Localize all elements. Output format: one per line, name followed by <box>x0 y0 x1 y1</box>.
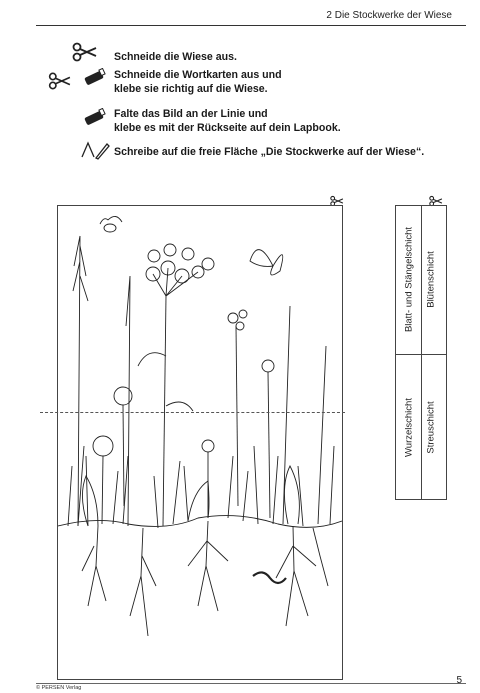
word-card-blatt-stängelschicht: Blatt- und Stängelschicht <box>403 226 415 333</box>
chapter-title: 2 Die Stockwerke der Wiese <box>326 10 452 21</box>
pencil-icon <box>80 140 110 160</box>
publisher: © PERSEN Verlag <box>36 685 82 691</box>
glue-stick-icon <box>82 68 108 88</box>
instruction-1: Schneide die Wiese aus. <box>114 51 237 63</box>
fold-line <box>40 412 345 413</box>
instruction-4: Schreibe auf die freie Fläche „Die Stockwerke auf der Wiese“. <box>114 146 425 158</box>
scissors-icon <box>48 72 72 90</box>
instruction-3-line-2: klebe es mit der Rückseite auf dein Lapbook. <box>114 122 341 134</box>
meadow-cutout <box>57 205 343 680</box>
page-number: 5 <box>456 675 462 686</box>
instruction-2-line-2: klebe sie richtig auf die Wiese. <box>114 83 268 95</box>
word-card-blütenschicht: Blütenschicht <box>425 251 437 308</box>
meadow-illustration <box>58 206 342 679</box>
card-divider-horizontal <box>396 354 446 355</box>
instruction-3-line-1: Falte das Bild an der Linie und <box>114 108 268 120</box>
scissors-icon <box>72 42 98 62</box>
glue-stick-icon <box>82 108 108 128</box>
footer-rule <box>36 683 466 684</box>
word-cards <box>395 205 447 500</box>
card-divider-vertical <box>421 206 422 499</box>
instruction-2-line-1: Schneide die Wortkarten aus und <box>114 69 282 81</box>
word-card-wurzelschicht: Wurzelschicht <box>403 398 415 457</box>
word-card-streuschicht: Streuschicht <box>425 401 437 454</box>
header-rule <box>36 25 466 26</box>
